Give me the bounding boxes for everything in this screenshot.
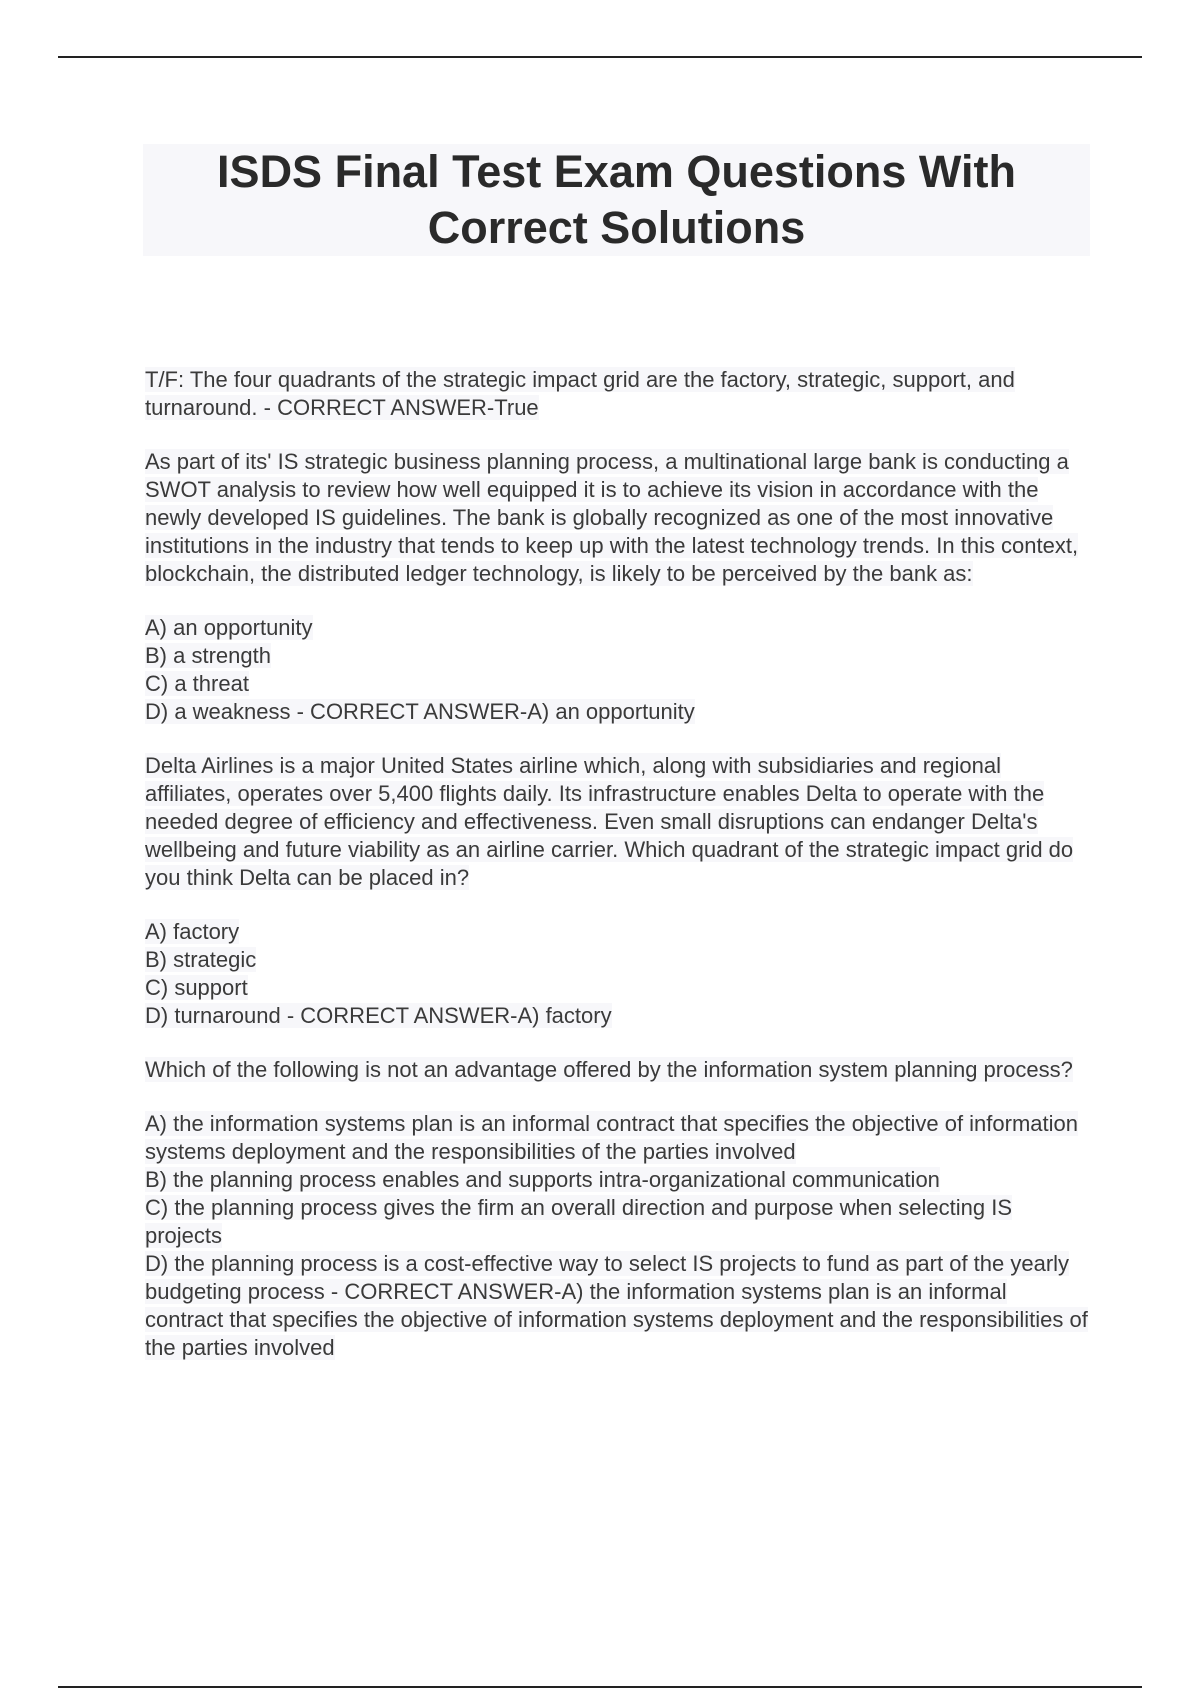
question-3-text: Delta Airlines is a major United States airline which, along with subsidiaries and regional affiliates, operates over 5,400 flights daily. Its infrastructure enables Delta to operate with the needed degree of efficiency and effectiveness. Even small disruptions can endanger Delta's wellbeing and future viability as an airline carrier. Which quadrant of the strategic impact grid do you think Delta can be placed in? [145,753,1074,890]
question-4-options [145,1110,1090,1362]
question-4-text: Which of the following is not an advantage offered by the information system planning process? [145,1057,1073,1082]
page-top-rule [58,56,1142,58]
question-2-options-text: A) an opportunity B) a strength C) a threat D) a weakness - CORRECT ANSWER-A) an opportunity [145,615,695,724]
question-4-options-text: A) the information systems plan is an informal contract that specifies the objective of information systems deployment and the responsibilities of the parties involved B) the planning process enables and supports intra-organizational communication C) the planning process gives the firm an overall direction and purpose when selecting IS projects D) the planning process is a cost-effective way to select IS projects to fund as part of the yearly budgeting process - CORRECT ANSWER-A) the information systems plan is an informal contract that specifies the objective of information systems deployment and the responsibilities of the parties involved [145,1111,1088,1360]
question-2-text: As part of its' IS strategic business planning process, a multinational large bank is conducting a SWOT analysis to review how well equipped it is to achieve its vision in accordance with the newly developed IS guidelines. The bank is globally recognized as one of the most innovative institutions in the industry that tends to keep up with the latest technology trends. In this context, blockchain, the distributed ledger technology, is likely to be perceived by the bank as: [145,449,1079,586]
document-body [145,366,1090,1388]
page-bottom-rule [58,1686,1142,1688]
question-1-text: T/F: The four quadrants of the strategic impact grid are the factory, strategic, support, and turnaround. - CORRECT ANSWER-True [145,367,1015,420]
page-title: ISDS Final Test Exam Questions With Correct Solutions [217,146,1016,253]
question-3-options [145,918,1090,1030]
question-2-options [145,614,1090,726]
question-3-options-text: A) factory B) strategic C) support D) turnaround - CORRECT ANSWER-A) factory [145,919,612,1028]
question-2 [145,448,1090,588]
question-3 [145,752,1090,892]
question-1 [145,366,1090,422]
title-box [143,144,1090,256]
question-4 [145,1056,1090,1084]
